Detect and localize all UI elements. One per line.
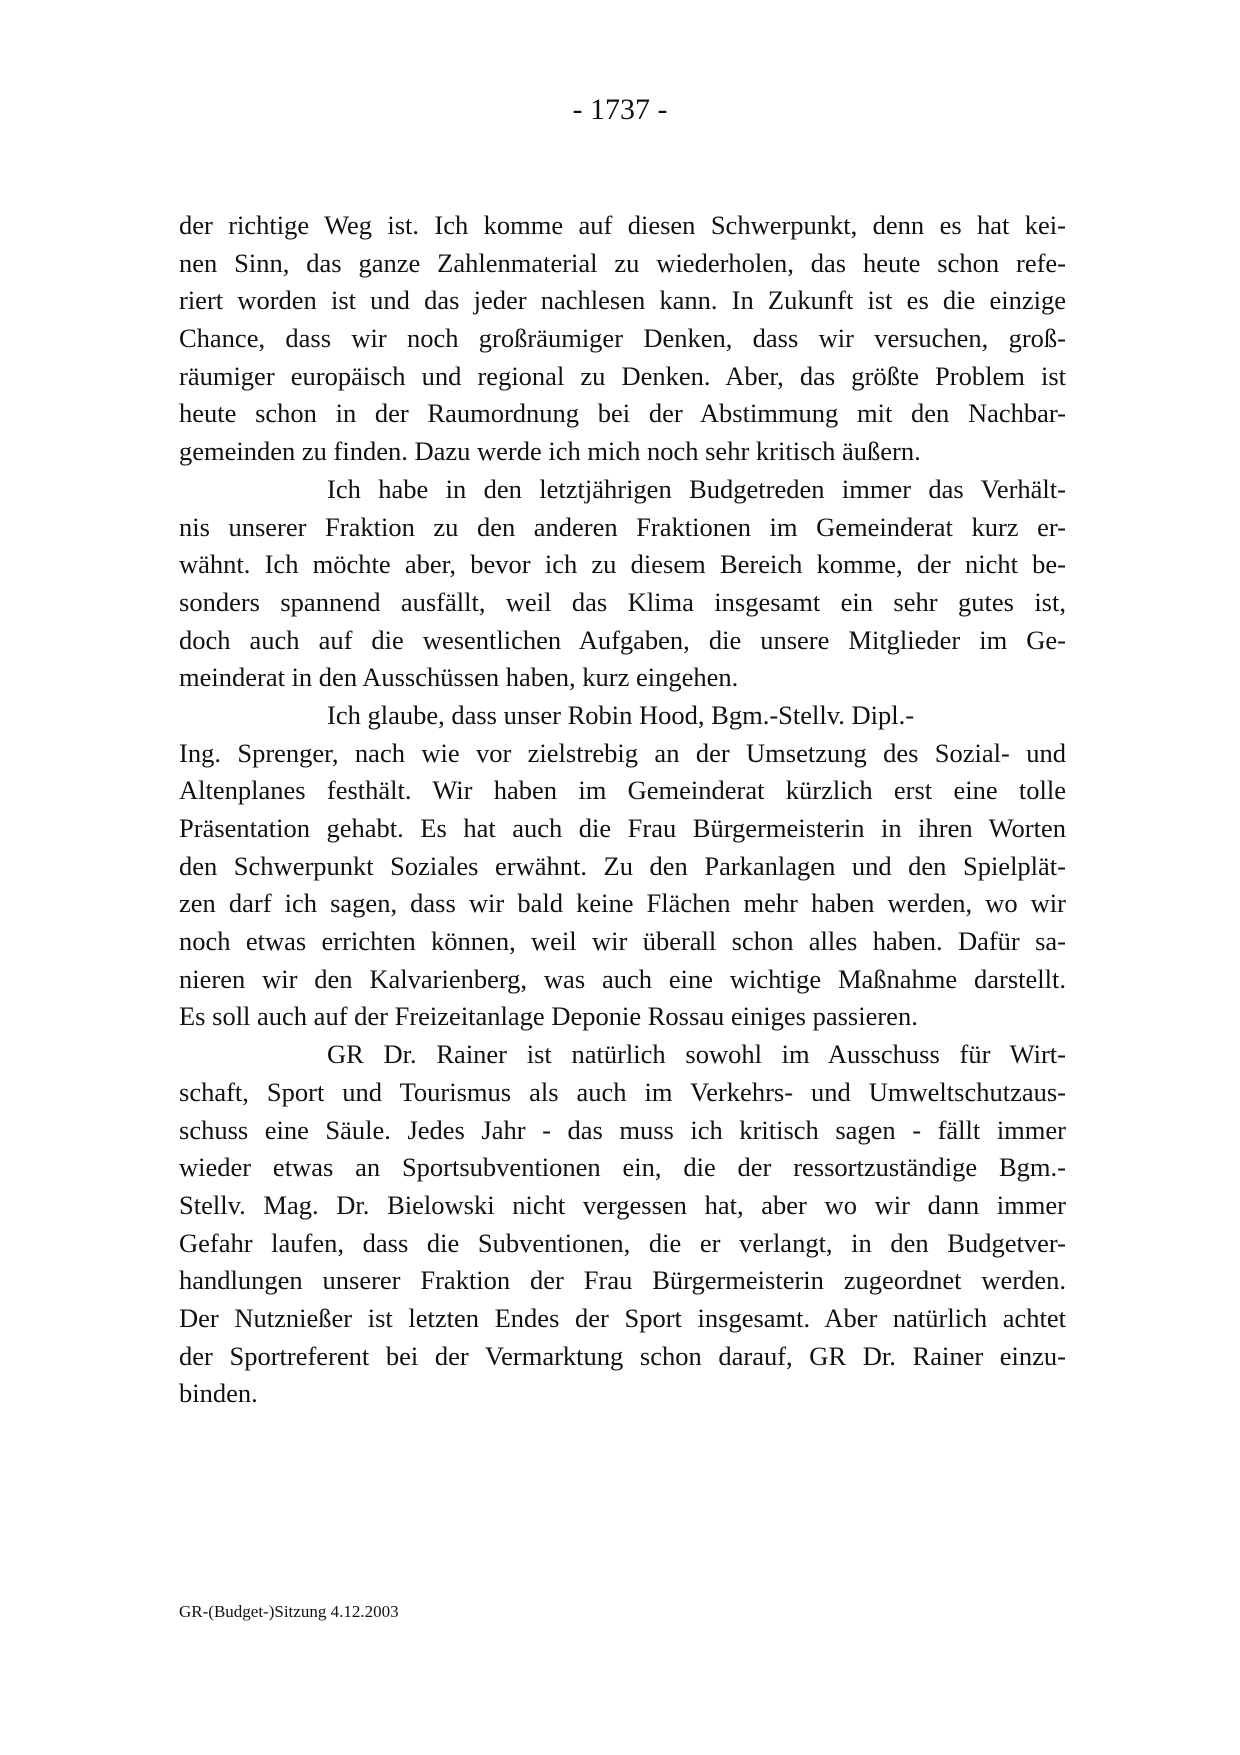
text-line: Es soll auch auf der Freizeitanlage Deponie Rossau einiges passieren. (179, 1001, 918, 1032)
text-line: zen darf ich sagen, dass wir bald keine Flächen mehr haben werden, wo wir (179, 888, 1066, 919)
text-line: heute schon in der Raumordnung bei der Abstimmung mit den Nachbar- (179, 398, 1066, 429)
text-line: noch etwas errichten können, weil wir überall schon alles haben. Dafür sa- (179, 926, 1066, 957)
text-line: Ich habe in den letztjährigen Budgetreden immer das Verhält- (327, 473, 1066, 504)
text-line: Altenplanes festhält. Wir haben im Gemeinderat kürzlich erst eine tolle (179, 775, 1066, 806)
text-line: den Schwerpunkt Soziales erwähnt. Zu den Parkanlagen und den Spielplät- (179, 850, 1066, 881)
text-line: Gefahr laufen, dass die Subventionen, die er verlangt, in den Budgetver- (179, 1227, 1066, 1258)
text-line: Präsentation gehabt. Es hat auch die Frau Bürgermeisterin in ihren Worten (179, 813, 1066, 843)
text-line: der Sportreferent bei der Vermarktung schon darauf, GR Dr. Rainer einzu- (179, 1340, 1066, 1371)
text-line: wähnt. Ich möchte aber, bevor ich zu diesem Bereich komme, der nicht be- (179, 549, 1066, 580)
text-line: schuss eine Säule. Jedes Jahr - das muss ich kritisch sagen - fällt immer (179, 1114, 1066, 1145)
page-number: - 1737 - (572, 93, 668, 126)
text-line: Der Nutznießer ist letzten Endes der Sport insgesamt. Aber natürlich achtet (179, 1302, 1066, 1333)
text-line: der richtige Weg ist. Ich komme auf diesen Schwerpunkt, denn es hat kei- (179, 210, 1066, 240)
body-text (179, 207, 1066, 1413)
text-line: meinderat in den Ausschüssen haben, kurz eingehen. (179, 662, 739, 693)
text-line: Ing. Sprenger, nach wie vor zielstrebig an der Umsetzung des Sozial- und (179, 737, 1066, 768)
text-line: wieder etwas an Sportsubventionen ein, die der ressortzuständige Bgm.- (179, 1152, 1066, 1183)
text-line: sonders spannend ausfällt, weil das Klima insgesamt ein sehr gutes ist, (179, 586, 1066, 617)
text-line: doch auch auf die wesentlichen Aufgaben, die unsere Mitglieder im Ge- (179, 624, 1066, 655)
text-line: Chance, dass wir noch großräumiger Denken, dass wir versuchen, groß- (179, 323, 1066, 354)
text-line: gemeinden zu finden. Dazu werde ich mich noch sehr kritisch äußern. (179, 436, 921, 467)
text-line: handlungen unserer Fraktion der Frau Bürgermeisterin zugeordnet werden. (179, 1265, 1066, 1296)
text-line: Ich glaube, dass unser Robin Hood, Bgm.-Stellv. Dipl.- (327, 699, 915, 730)
text-line: nen Sinn, das ganze Zahlenmaterial zu wiederholen, das heute schon refe- (179, 247, 1066, 278)
footer-session-label: GR-(Budget-)Sitzung 4.12.2003 (179, 1602, 399, 1621)
text-line: GR Dr. Rainer ist natürlich sowohl im Ausschuss für Wirt- (327, 1039, 1066, 1070)
text-line: nieren wir den Kalvarienberg, was auch eine wichtige Maßnahme darstellt. (179, 963, 1066, 994)
text-line: binden. (179, 1378, 258, 1409)
text-line: schaft, Sport und Tourismus als auch im Verkehrs- und Umweltschutzaus- (179, 1076, 1066, 1107)
text-line: nis unserer Fraktion zu den anderen Fraktionen im Gemeinderat kurz er- (179, 511, 1066, 542)
text-line: Stellv. Mag. Dr. Bielowski nicht vergessen hat, aber wo wir dann immer (179, 1189, 1066, 1220)
text-line: räumiger europäisch und regional zu Denken. Aber, das größte Problem ist (179, 360, 1066, 391)
text-line: riert worden ist und das jeder nachlesen kann. In Zukunft ist es die einzige (179, 285, 1066, 316)
